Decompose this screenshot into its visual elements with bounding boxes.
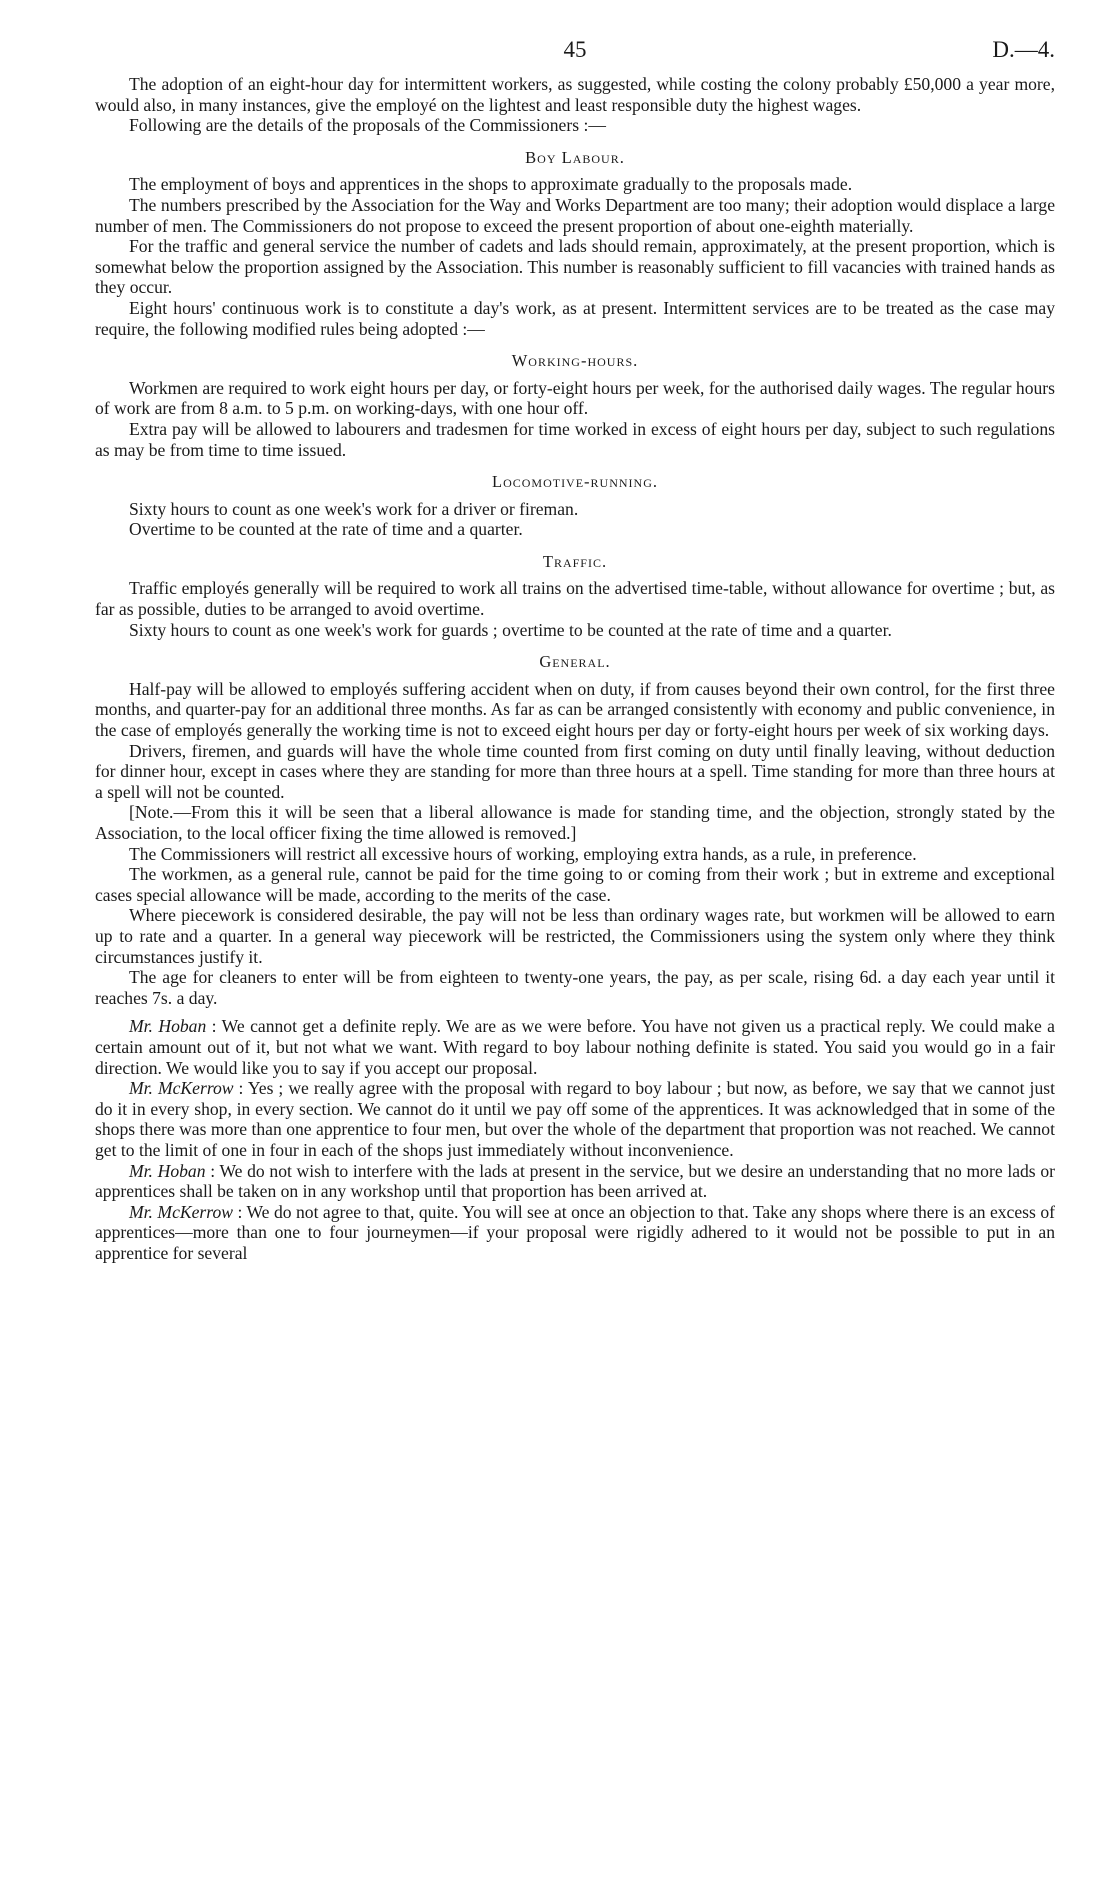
- paragraph: Eight hours' continuous work is to constitute a day's work, as at present. Intermittent services are to be treated as the case may require, the following modified rules being adopted :—: [95, 297, 1055, 339]
- dialogue-paragraph: Mr. McKerrow : Yes ; we really agree with the proposal with regard to boy labour ; but now, as before, we say that we cannot just do it in every shop, in every section. We cannot do it until we pay off some of the apprentices. It was acknowledged that in some of the shops there was more than one apprentice to four men, but over the whole of the department that proportion was not reached. We cannot get to the limit of one in four in each of the shops just immediately without inconvenience.: [95, 1078, 1055, 1160]
- paragraph: Where piecework is considered desirable, the pay will not be less than ordinary wages rate, but workmen will be allowed to earn up to rate and a quarter. In a general way piecework will be restricted, the Commissioners using the system only where they think circumstances justify it.: [95, 905, 1055, 967]
- paragraph: Drivers, firemen, and guards will have the whole time counted from first coming on duty until finally leaving, without deduction for dinner hour, except in cases where they are standing for more than three hours at a spell. Time standing for more than three hours at a spell will not be counted.: [95, 740, 1055, 802]
- page-header: [95, 37, 1055, 74]
- dialogue-text: We cannot get a definite reply. We are as we were before. You have not given us a practical reply. We could make a certain amount out of it, but not what we want. With regard to boy labour nothing definite is stated. You said you would go in a fair direction. We would like you to say if you accept our proposal.: [95, 1016, 1055, 1078]
- paragraph: Traffic employés generally will be required to work all trains on the advertised time-table, without allowance for overtime ; but, as far as possible, duties to be arranged to avoid overtime.: [95, 578, 1055, 620]
- paragraph: Half-pay will be allowed to employés suffering accident when on duty, if from causes beyond their own control, for the first three months, and quarter-pay for an additional three months. As far as can be arranged consistently with economy and public convenience, in the case of employés generally the working time is not to exceed eight hours per day or forty-eight hours per week of six working days.: [95, 678, 1055, 741]
- document-page: [95, 37, 1055, 1263]
- section-heading-working-hours: Working-hours.: [511, 351, 639, 371]
- paragraph: Sixty hours to count as one week's work for guards ; overtime to be counted at the rate of time and a quarter.: [129, 619, 892, 640]
- dialogue-text: We do not wish to interfere with the lads at present in the service, but we desire an understanding that no more lads or apprentices shall be taken on in any workshop until that proportion has been arrived at.: [95, 1160, 1055, 1202]
- dialogue-paragraph: Mr. Hoban : We cannot get a definite reply. We are as we were before. You have not given us a practical reply. We could make a certain amount out of it, but not what we want. With regard to boy labour nothing definite is stated. You said you would go in a fair direction. We would like you to say if you accept our proposal.: [95, 1016, 1055, 1078]
- section-heading-traffic: Traffic.: [542, 551, 608, 571]
- speaker-name: Mr. Hoban: [129, 1016, 207, 1037]
- paragraph: Workmen are required to work eight hours per day, or forty-eight hours per week, for the authorised daily wages. The regular hours of work are from 8 a.m. to 5 p.m. on working-days, with one hour off.: [95, 377, 1055, 419]
- intro-paragraph: Following are the details of the proposals of the Commissioners :—: [129, 115, 606, 136]
- paragraph: The age for cleaners to enter will be from eighteen to twenty-one years, the pay, as per scale, rising 6d. a day each year until it reaches 7s. a day.: [95, 967, 1055, 1008]
- section-heading-locomotive-running: Locomotive-running.: [491, 472, 659, 492]
- speaker-name: Mr. Hoban: [129, 1160, 206, 1181]
- speaker-name: Mr. McKerrow: [129, 1201, 233, 1222]
- paragraph: The employment of boys and apprentices in the shops to approximate gradually to the proposals made.: [129, 174, 853, 195]
- speaker-name: Mr. McKerrow: [129, 1078, 234, 1099]
- intro-paragraph: The adoption of an eight-hour day for intermittent workers, as suggested, while costing the colony probably £50,000 a year more, would also, in many instances, give the employé on the lightest and least responsible duty the highest wages.: [95, 74, 1055, 115]
- dialogue-paragraph: Mr. McKerrow : We do not agree to that, quite. You will see at once an objection to that. Take any shops where there is an excess of apprentices—more than one to four journeymen—if your proposal were rigidly adhered to it would not be possible to put in an apprentice for several: [95, 1201, 1055, 1263]
- paragraph: Overtime to be counted at the rate of time and a quarter.: [129, 519, 523, 540]
- paragraph: Sixty hours to count as one week's work for a driver or fireman.: [129, 498, 579, 519]
- document-reference: D.—4.: [992, 37, 1055, 62]
- section-heading-general: General.: [539, 652, 611, 672]
- section-heading-boy-labour: Boy Labour.: [525, 147, 625, 167]
- dialogue-text: Yes ; we really agree with the proposal with regard to boy labour ; but now, as before, we say that we cannot just do it in every shop, in every section. We cannot do it until we pay off some of the apprentices. It was acknowledged that in some of the shops there was more than one apprentice to four men, but over the whole of the department that proportion was not reached. We cannot get to the limit of one in four in each of the shops just immediately without inconvenience.: [95, 1078, 1055, 1160]
- note-paragraph: [Note.—From this it will be seen that a liberal allowance is made for standing time, and the objection, strongly stated by the Association, to the local officer fixing the time allowed is removed.]: [95, 802, 1055, 843]
- paragraph: The numbers prescribed by the Association for the Way and Works Department are too many; their adoption would displace a large number of men. The Commissioners do not propose to exceed the present proportion of about one-eighth materially.: [95, 194, 1055, 236]
- dialogue-text: We do not agree to that, quite. You will see at once an objection to that. Take any shops where there is an excess of apprentices—more than one to four journeymen—if your proposal were rigidly adhered to it would not be possible to put in an apprentice for several: [95, 1201, 1055, 1263]
- paragraph: The Commissioners will restrict all excessive hours of working, employing extra hands, as a rule, in preference.: [129, 843, 917, 864]
- paragraph: The workmen, as a general rule, cannot be paid for the time going to or coming from their work ; but in extreme and exceptional cases special allowance will be made, according to the merits of the case.: [95, 864, 1055, 905]
- paragraph: Extra pay will be allowed to labourers and tradesmen for time worked in excess of eight hours per day, subject to such regulations as may be from time to time issued.: [95, 418, 1055, 460]
- dialogue-paragraph: Mr. Hoban : We do not wish to interfere with the lads at present in the service, but we desire an understanding that no more lads or apprentices shall be taken on in any workshop until that proportion has been arrived at.: [95, 1160, 1055, 1202]
- page-number: 45: [563, 37, 587, 62]
- paragraph: For the traffic and general service the number of cadets and lads should remain, approximately, at the present proportion, which is somewhat below the proportion assigned by the Association. This number is reasonably sufficient to fill vacancies with trained hands as they occur.: [95, 236, 1055, 298]
